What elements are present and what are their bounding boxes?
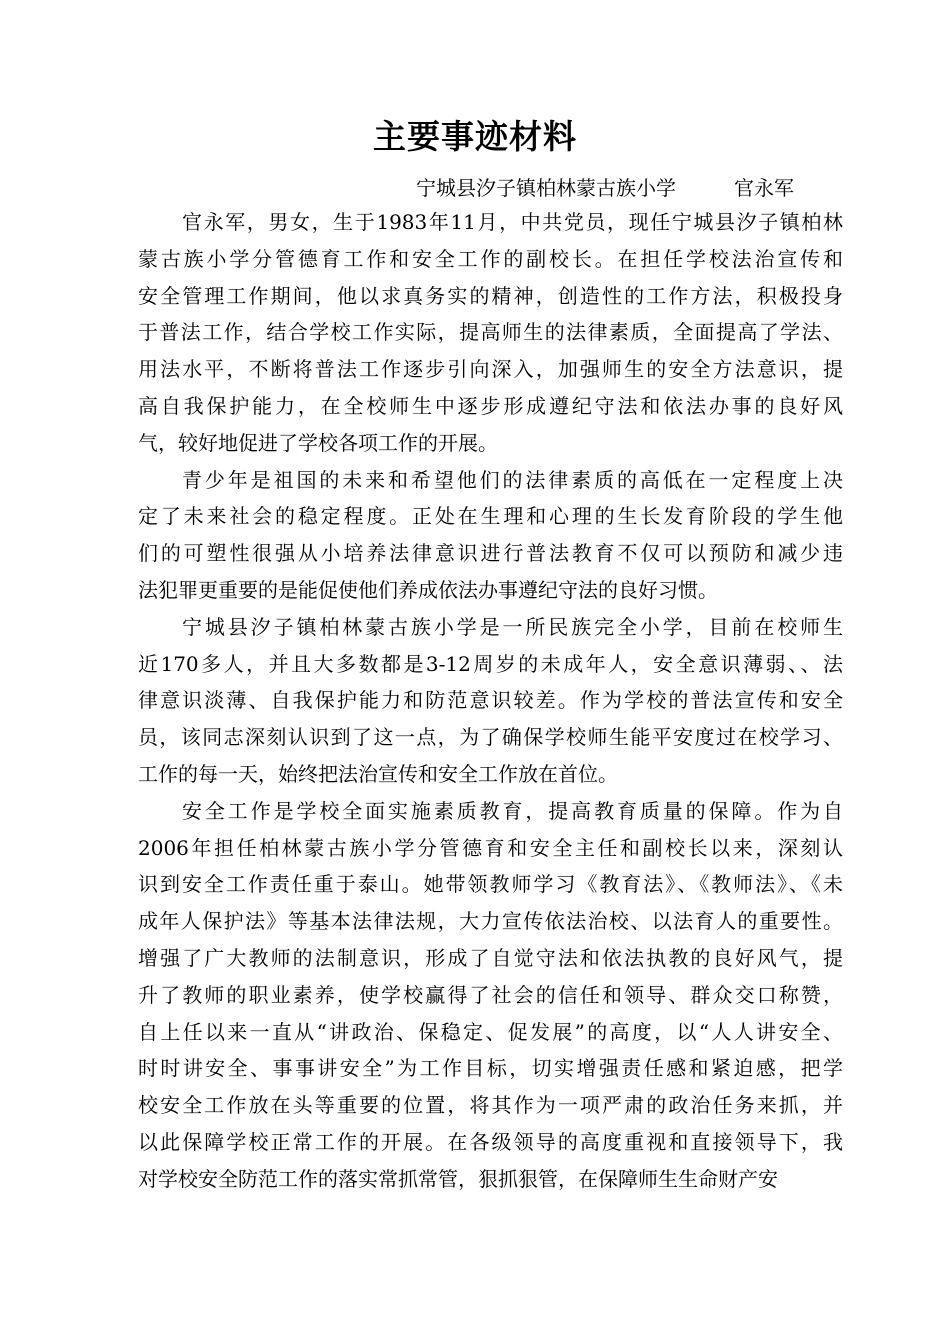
byline-school: 宁城县汐子镇柏林蒙古族小学 [416, 176, 676, 200]
paragraph-line: 法犯罪更重要的是能促使他们养成依法办事遵纪守法的良好习惯。 [138, 577, 718, 602]
paragraph-line: 以此保障学校正常工作的开展。在各级领导的高度重视和直接领导下，我 [138, 1129, 843, 1154]
paragraph-line: 校安全工作放在头等重要的位置，将其作为一项严肃的政治任务来抓，并 [138, 1093, 843, 1118]
paragraph-line: 于普法工作，结合学校工作实际，提高师生的法律素质，全面提高了学法、 [138, 320, 843, 345]
paragraph-line: 蒙古族小学分管德育工作和安全工作的副校长。在担任学校法治宣传和 [138, 246, 843, 271]
paragraph-line: 定了未来社会的稳定程度。正处在生理和心理的生长发育阶段的学生他 [138, 504, 843, 529]
paragraph-line: 高自我保护能力，在全校师生中逐步形成遵纪守法和依法办事的良好风 [138, 393, 843, 418]
paragraph-line: 2006年担任柏林蒙古族小学分管德育和安全主任和副校长以来，深刻认 [138, 835, 843, 860]
paragraph-line: 增强了广大教师的法制意识，形成了自觉守法和依法执教的良好风气，提 [138, 945, 843, 970]
paragraph-line: 工作的每一天，始终把法治宣传和安全工作放在首位。 [138, 761, 618, 786]
paragraph-line: 们的可塑性很强从小培养法律意识进行普法教育不仅可以预防和减少违 [138, 541, 843, 566]
paragraph-line: 对学校安全防范工作的落实常抓常管，狠抓狠管，在保障师生生命财产安 [138, 1166, 778, 1191]
paragraph [138, 609, 843, 793]
paragraph-line: 官永军，男女，生于1983年11月，中共党员，现任宁城县汐子镇柏林 [182, 210, 843, 234]
paragraph [138, 204, 843, 462]
paragraph-line: 成年人保护法》等基本法律法规，大力宣传依法治校、以法育人的重要性。 [138, 909, 843, 934]
paragraph-line: 识到安全工作责任重于泰山。她带领教师学习《教育法》、《教师法》、《未 [138, 872, 843, 897]
paragraph-line: 员，该同志深刻认识到了这一点，为了确保学校师生能平安度过在校学习、 [138, 725, 843, 750]
paragraph-line: 律意识淡薄、自我保护能力和防范意识较差。作为学校的普法宣传和安全 [138, 688, 843, 713]
byline-author: 官永军 [734, 176, 794, 200]
paragraph-line: 时时讲安全、事事讲安全”为工作目标，切实增强责任感和紧迫感，把学 [138, 1056, 843, 1081]
paragraph [138, 793, 843, 1198]
paragraph-line: 用法水平，不断将普法工作逐步引向深入，加强师生的安全方法意识，提 [138, 357, 843, 382]
paragraph [138, 462, 843, 609]
document-body [138, 204, 843, 1198]
paragraph-line: 宁城县汐子镇柏林蒙古族小学是一所民族完全小学，目前在校师生 [182, 614, 843, 639]
paragraph-line: 自上任以来一直从“讲政治、保稳定、促发展”的高度，以“人人讲安全、 [138, 1019, 843, 1044]
paragraph-line: 安全工作是学校全面实施素质教育，提高教育质量的保障。作为自 [182, 798, 843, 823]
paragraph-line: 气，较好地促进了学校各项工作的开展。 [138, 430, 498, 455]
paragraph-line: 安全管理工作期间，他以求真务实的精神，创造性的工作方法，积极投身 [138, 283, 843, 308]
paragraph-line: 升了教师的职业素养，使学校赢得了社会的信任和领导、群众交口称赞， [138, 982, 843, 1007]
paragraph-line: 近170多人，并且大多数都是3-12周岁的未成年人，安全意识薄弱、、法 [138, 651, 843, 676]
document-title: 主要事迹材料 [373, 117, 577, 156]
byline [416, 172, 836, 204]
paragraph-line: 青少年是祖国的未来和希望他们的法律素质的高低在一定程度上决 [182, 467, 843, 492]
